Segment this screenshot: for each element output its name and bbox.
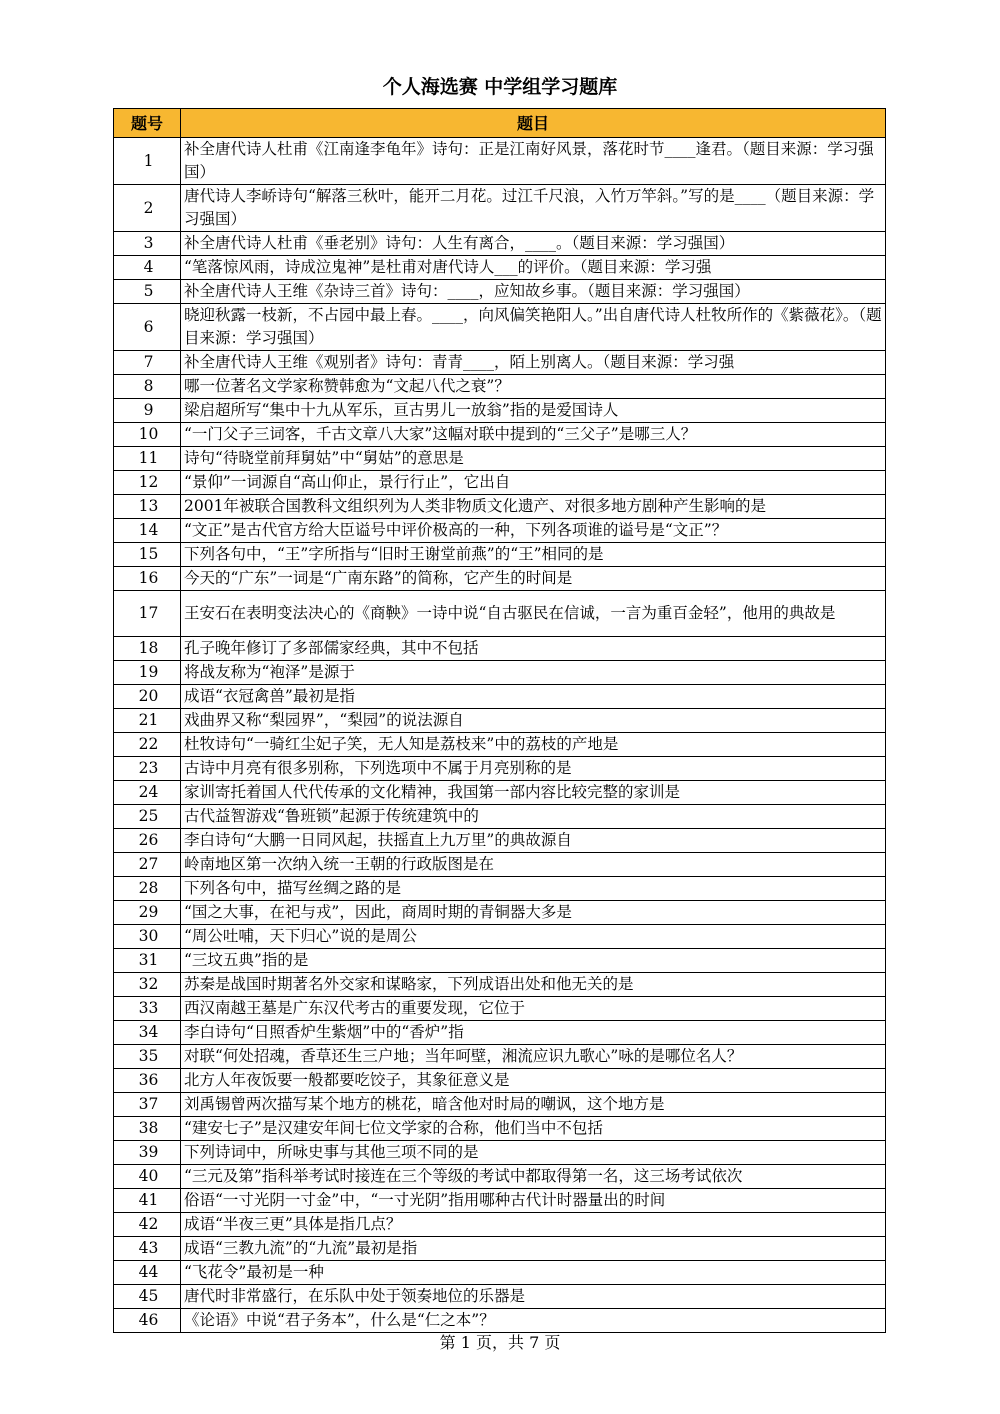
question-number: 1: [114, 138, 181, 185]
question-number: 18: [114, 637, 181, 661]
question-number: 39: [114, 1141, 181, 1165]
table-header-row: [114, 109, 886, 138]
question-number: 32: [114, 973, 181, 997]
table-row: [114, 853, 886, 877]
question-text: 岭南地区第一次纳入统一王朝的行政版图是在: [181, 853, 886, 877]
question-text: 哪一位著名文学家称赞韩愈为“文起八代之衰”？: [181, 375, 886, 399]
table-row: [114, 351, 886, 375]
table-row: [114, 519, 886, 543]
question-number: 9: [114, 399, 181, 423]
question-number: 27: [114, 853, 181, 877]
question-text: 补全唐代诗人杜甫《垂老别》诗句：人生有离合，____。（题目来源：学习强国）: [181, 232, 886, 256]
table-row: [114, 925, 886, 949]
question-number: 3: [114, 232, 181, 256]
question-text: 古代益智游戏“鲁班锁”起源于传统建筑中的: [181, 805, 886, 829]
question-text: “景仰”一词源自“高山仰止，景行行止”，它出自: [181, 471, 886, 495]
question-text: 对联“何处招魂，香草还生三户地；当年呵壁，湘流应识九歌心”咏的是哪位名人？: [181, 1045, 886, 1069]
question-text: “飞花令”最初是一种: [181, 1261, 886, 1285]
question-text: 诗句“待晓堂前拜舅姑”中“舅姑”的意思是: [181, 447, 886, 471]
question-number: 8: [114, 375, 181, 399]
question-text: 补全唐代诗人王维《观别者》诗句：青青____，陌上别离人。（题目来源：学习强: [181, 351, 886, 375]
table-row: [114, 1069, 886, 1093]
question-number: 30: [114, 925, 181, 949]
question-text: 唐代诗人李峤诗句“解落三秋叶，能开二月花。过江千尺浪，入竹万竿斜。”写的是____（题目来源：学习强国）: [181, 185, 886, 232]
table-row: [114, 591, 886, 637]
table-row: [114, 877, 886, 901]
question-number: 20: [114, 685, 181, 709]
question-text: 北方人年夜饭要一般都要吃饺子，其象征意义是: [181, 1069, 886, 1093]
question-text: 苏秦是战国时期著名外交家和谋略家，下列成语出处和他无关的是: [181, 973, 886, 997]
question-number: 6: [114, 304, 181, 351]
question-number: 10: [114, 423, 181, 447]
header-question: 题目: [181, 109, 886, 138]
question-text: 下列各句中，描写丝绸之路的是: [181, 877, 886, 901]
question-number: 44: [114, 1261, 181, 1285]
table-row: [114, 1045, 886, 1069]
table-row: [114, 1261, 886, 1285]
question-text: “三坟五典”指的是: [181, 949, 886, 973]
question-number: 41: [114, 1189, 181, 1213]
question-text: “建安七子”是汉建安年间七位文学家的合称，他们当中不包括: [181, 1117, 886, 1141]
table-row: [114, 1021, 886, 1045]
question-text: 李白诗句“大鹏一日同风起，扶摇直上九万里”的典故源自: [181, 829, 886, 853]
question-text: 下列诗词中，所咏史事与其他三项不同的是: [181, 1141, 886, 1165]
table-row: [114, 781, 886, 805]
question-text: 西汉南越王墓是广东汉代考古的重要发现，它位于: [181, 997, 886, 1021]
table-row: [114, 829, 886, 853]
question-text: 刘禹锡曾两次描写某个地方的桃花，暗含他对时局的嘲讽，这个地方是: [181, 1093, 886, 1117]
table-row: [114, 375, 886, 399]
question-text: 《论语》中说“君子务本”，什么是“仁之本”？: [181, 1309, 886, 1333]
table-row: [114, 1309, 886, 1333]
table-row: [114, 543, 886, 567]
table-row: [114, 1213, 886, 1237]
question-text: 李白诗句“日照香炉生紫烟”中的“香炉”指: [181, 1021, 886, 1045]
question-text: 晓迎秋露一枝新，不占园中最上春。____，向风偏笑艳阳人。”出自唐代诗人杜牧所作的《紫薇花》。（题目来源：学习强国）: [181, 304, 886, 351]
table-row: [114, 685, 886, 709]
question-text: 杜牧诗句“一骑红尘妃子笑，无人知是荔枝来”中的荔枝的产地是: [181, 733, 886, 757]
question-number: 23: [114, 757, 181, 781]
question-number: 31: [114, 949, 181, 973]
question-number: 22: [114, 733, 181, 757]
question-text: 唐代时非常盛行，在乐队中处于领奏地位的乐器是: [181, 1285, 886, 1309]
question-number: 34: [114, 1021, 181, 1045]
table-row: [114, 949, 886, 973]
table-row: [114, 138, 886, 185]
question-number: 26: [114, 829, 181, 853]
question-text: 戏曲界又称“梨园界”，“梨园”的说法源自: [181, 709, 886, 733]
question-number: 42: [114, 1213, 181, 1237]
page-footer: 第 1 页，共 7 页: [439, 1333, 561, 1352]
question-number: 12: [114, 471, 181, 495]
question-number: 43: [114, 1237, 181, 1261]
question-number: 35: [114, 1045, 181, 1069]
question-text: 俗语“一寸光阴一寸金”中，“一寸光阴”指用哪种古代计时器量出的时间: [181, 1189, 886, 1213]
question-number: 13: [114, 495, 181, 519]
question-text: “笔落惊风雨，诗成泣鬼神”是杜甫对唐代诗人___的评价。（题目来源：学习强: [181, 256, 886, 280]
question-number: 40: [114, 1165, 181, 1189]
table-row: [114, 709, 886, 733]
question-number: 11: [114, 447, 181, 471]
header-num: 题号: [114, 109, 181, 138]
question-number: 46: [114, 1309, 181, 1333]
table-row: [114, 471, 886, 495]
question-text: 成语“三教九流”的“九流”最初是指: [181, 1237, 886, 1261]
question-text: 将战友称为“袍泽”是源于: [181, 661, 886, 685]
question-table: [113, 108, 886, 1333]
question-number: 17: [114, 591, 181, 637]
question-number: 15: [114, 543, 181, 567]
question-number: 5: [114, 280, 181, 304]
table-row: [114, 1165, 886, 1189]
question-text: “文正”是古代官方给大臣谥号中评价极高的一种，下列各项谁的谥号是“文正”？: [181, 519, 886, 543]
question-number: 29: [114, 901, 181, 925]
question-text: 补全唐代诗人杜甫《江南逢李龟年》诗句：正是江南好风景，落花时节____逢君。（题目来源：学习强国）: [181, 138, 886, 185]
table-row: [114, 232, 886, 256]
question-number: 19: [114, 661, 181, 685]
table-row: [114, 567, 886, 591]
table-row: [114, 1237, 886, 1261]
question-text: 2001年被联合国教科文组织列为人类非物质文化遗产、对很多地方剧种产生影响的是: [181, 495, 886, 519]
question-number: 4: [114, 256, 181, 280]
question-text: 下列各句中，“王”字所指与“旧时王谢堂前燕”的“王”相同的是: [181, 543, 886, 567]
table-row: [114, 805, 886, 829]
table-row: [114, 1117, 886, 1141]
table-row: [114, 423, 886, 447]
question-number: 37: [114, 1093, 181, 1117]
table-row: [114, 1141, 886, 1165]
table-row: [114, 973, 886, 997]
question-number: 28: [114, 877, 181, 901]
question-number: 7: [114, 351, 181, 375]
table-row: [114, 495, 886, 519]
table-body: [114, 138, 886, 1333]
table-row: [114, 637, 886, 661]
table-row: [114, 901, 886, 925]
question-number: 38: [114, 1117, 181, 1141]
question-text: “三元及第”指科举考试时接连在三个等级的考试中都取得第一名，这三场考试依次: [181, 1165, 886, 1189]
page-title: 个人海选赛 中学组学习题库: [382, 76, 618, 98]
question-number: 24: [114, 781, 181, 805]
question-text: “国之大事，在祀与戎”，因此，商周时期的青铜器大多是: [181, 901, 886, 925]
table-row: [114, 1093, 886, 1117]
table-row: [114, 304, 886, 351]
table-row: [114, 733, 886, 757]
table-row: [114, 447, 886, 471]
question-text: “周公吐哺，天下归心”说的是周公: [181, 925, 886, 949]
table-row: [114, 399, 886, 423]
table-row: [114, 256, 886, 280]
question-number: 45: [114, 1285, 181, 1309]
question-number: 21: [114, 709, 181, 733]
table-row: [114, 280, 886, 304]
question-text: 古诗中月亮有很多别称，下列选项中不属于月亮别称的是: [181, 757, 886, 781]
question-text: 梁启超所写“集中十九从军乐，亘古男儿一放翁”指的是爱国诗人: [181, 399, 886, 423]
question-number: 25: [114, 805, 181, 829]
table-row: [114, 1285, 886, 1309]
question-number: 36: [114, 1069, 181, 1093]
table-row: [114, 185, 886, 232]
table-row: [114, 757, 886, 781]
question-number: 16: [114, 567, 181, 591]
table-row: [114, 1189, 886, 1213]
question-text: “一门父子三词客，千古文章八大家”这幅对联中提到的“三父子”是哪三人？: [181, 423, 886, 447]
question-text: 今天的“广东”一词是“广南东路”的简称，它产生的时间是: [181, 567, 886, 591]
question-text: 孔子晚年修订了多部儒家经典，其中不包括: [181, 637, 886, 661]
table-row: [114, 661, 886, 685]
question-number: 2: [114, 185, 181, 232]
table-row: [114, 997, 886, 1021]
question-text: 王安石在表明变法决心的《商鞅》一诗中说“自古驱民在信诚，一言为重百金轻”，他用的典故是: [181, 591, 886, 637]
question-text: 家训寄托着国人代代传承的文化精神，我国第一部内容比较完整的家训是: [181, 781, 886, 805]
question-text: 成语“半夜三更”具体是指几点？: [181, 1213, 886, 1237]
question-number: 33: [114, 997, 181, 1021]
question-text: 成语“衣冠禽兽”最初是指: [181, 685, 886, 709]
question-number: 14: [114, 519, 181, 543]
question-text: 补全唐代诗人王维《杂诗三首》诗句：____，应知故乡事。（题目来源：学习强国）: [181, 280, 886, 304]
